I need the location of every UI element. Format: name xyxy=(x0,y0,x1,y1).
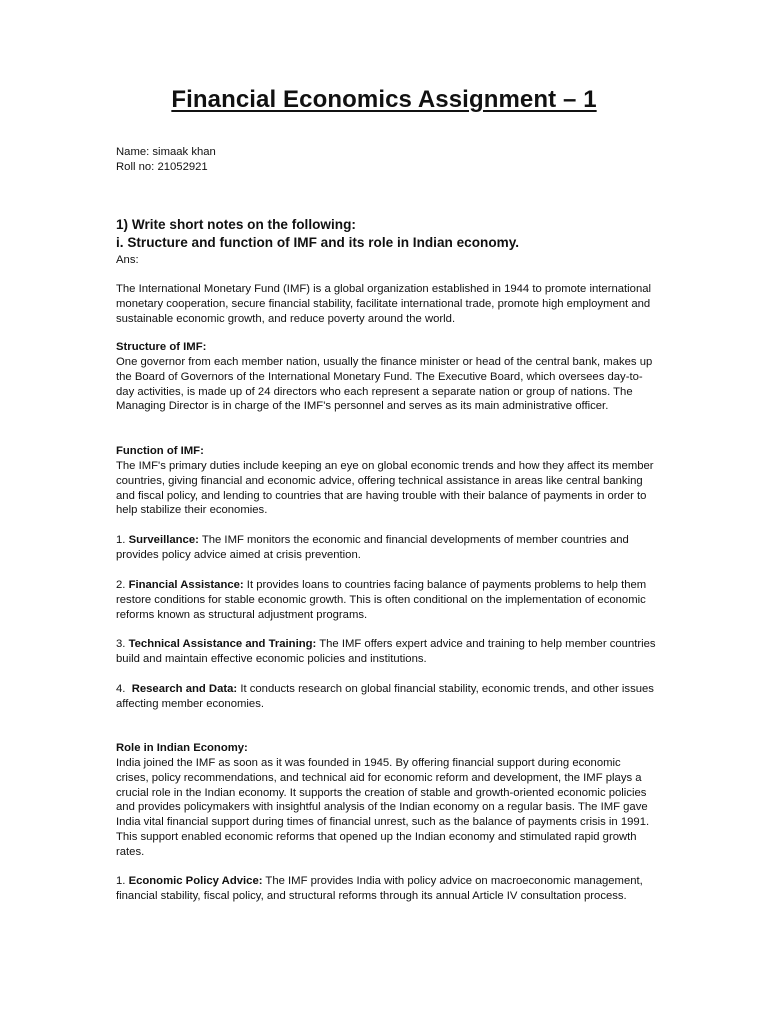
roll-number: Roll no: 21052921 xyxy=(116,160,208,173)
point-number: 4. xyxy=(116,683,132,695)
point-text: It provides loans to countries facing balance of payments problems to help them restore conditions for stable economic growth. This is often conditional on the implementation of economic reforms known as structural adjustment programs. xyxy=(116,579,647,621)
role-heading: Role in Indian Economy: xyxy=(116,742,248,754)
point-text: The IMF offers expert advice and training to help member countries build and maintain effective economic policies and institutions. xyxy=(116,638,656,665)
point-label: Financial Assistance: xyxy=(128,579,244,591)
point-number: 1. xyxy=(116,534,129,546)
role-paragraph: India joined the IMF as soon as it was founded in 1945. By offering financial support during economic crises, policy recommendations, and technical aid for economic reform and development, the IMF plays a crucial role in the Indian economy. It supports the creation of stable and growth-oriented economic policies and provides policymakers with insightful analysis of the Indian economy on a regular basis. The IMF gave India vital financial support during times of financial unrest, such as the balance of payments crisis in 1991. This support enabled economic reforms that opened up the Indian economy and stimulated rapid growth rates. xyxy=(116,757,650,858)
answer-label: Ans: xyxy=(116,254,139,266)
intro-paragraph: The International Monetary Fund (IMF) is a global organization established in 1944 to promote international monetary cooperation, secure financial stability, facilitate international trade, promote high employment and sustainable economic growth, and reduce poverty around the world. xyxy=(116,283,652,325)
point-text: The IMF monitors the economic and financial developments of member countries and provides policy advice aimed at crisis prevention. xyxy=(116,534,629,561)
point-number: 1. xyxy=(116,875,129,887)
point-label: Technical Assistance and Training: xyxy=(128,638,317,650)
point-text: It conducts research on global financial stability, economic trends, and other issues affecting member economies. xyxy=(116,683,654,710)
function-paragraph: The IMF's primary duties include keeping an eye on global economic trends and how they affect its member countries, giving financial and economic advice, offering technical assistance in areas like central banking and fiscal policy, and lending to countries that are having trouble with their balance of payments in order to help stabilize their economies. xyxy=(116,460,654,517)
function-point xyxy=(116,637,656,667)
student-info xyxy=(116,145,656,175)
student-name: Name: simaak khan xyxy=(116,146,216,158)
point-number: 2. xyxy=(116,579,129,591)
structure-heading: Structure of IMF: xyxy=(116,341,207,353)
document-title: Financial Economics Assignment – 1 xyxy=(171,86,597,113)
function-heading: Function of IMF: xyxy=(116,445,204,457)
role-point xyxy=(116,874,656,904)
question-heading: 1) Write short notes on the following: xyxy=(116,217,356,232)
point-text: The IMF provides India with policy advice on macroeconomic management, financial stability, fiscal policy, and structural reforms through its annual Article IV consultation process. xyxy=(116,875,643,902)
question-subheading: i. Structure and function of IMF and its role in Indian economy. xyxy=(116,235,520,250)
function-point xyxy=(116,578,656,622)
function-point xyxy=(116,682,656,712)
point-label: Surveillance: xyxy=(128,534,199,546)
function-point xyxy=(116,533,656,563)
point-label: Economic Policy Advice: xyxy=(128,875,263,887)
point-label: Research and Data: xyxy=(131,683,238,695)
point-number: 3. xyxy=(116,638,129,650)
structure-paragraph: One governor from each member nation, usually the finance minister or head of the central bank, makes up the Board of Governors of the International Monetary Fund. The Executive Board, which oversees day-to-day activities, is made up of 24 directors who each represent a separate nation or group of nations. The Managing Director is in charge of the IMF's personnel and serves as its main administrative officer. xyxy=(116,356,653,413)
